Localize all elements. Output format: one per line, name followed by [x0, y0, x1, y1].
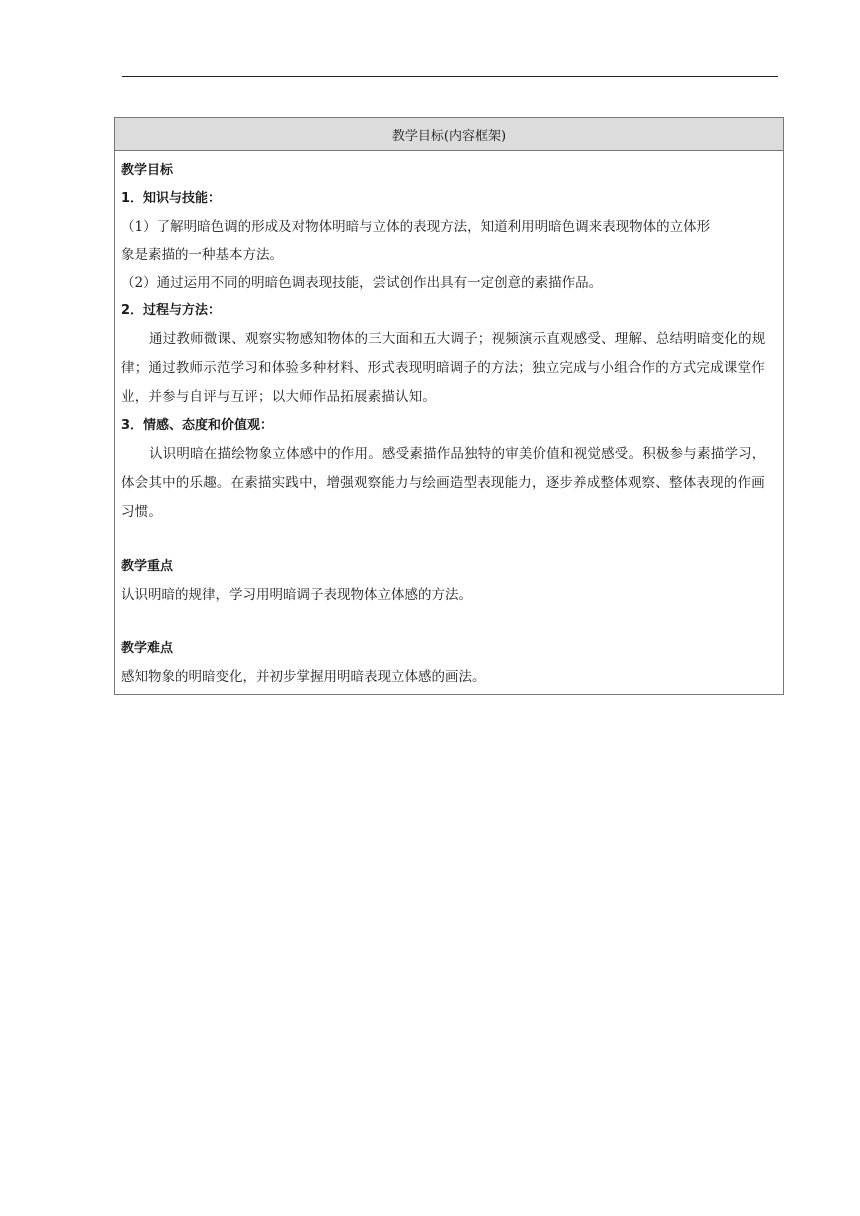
knowledge-item-1-line-1: （1）了解明暗色调的形成及对物体明暗与立体的表现方法，知道利用明暗色调来表现物体的立体形 [121, 219, 711, 235]
knowledge-heading: 1．知识与技能： [121, 191, 222, 206]
goals-heading: 教学目标 [121, 163, 174, 178]
table-header [115, 118, 783, 151]
spacer [121, 527, 777, 553]
table-header-title: 教学目标(内容框架) [391, 128, 507, 144]
objectives-table [114, 117, 784, 695]
emotion-paragraph: 认识明暗在描绘物象立体感中的作用。感受素描作品独特的审美价值和视觉感受。积极参与素描学习，体会其中的乐趣。在素描实践中，增强观察能力与绘画造型表现能力，逐步养成整体观察、整体表现的作画习惯。 [121, 446, 766, 520]
knowledge-item-2: （2）通过运用不同的明暗色调表现技能，尝试创作出具有一定创意的素描作品。 [121, 275, 603, 291]
table-body [115, 151, 783, 694]
difficulty-heading: 教学难点 [121, 641, 174, 656]
spacer [121, 609, 777, 635]
key-point-text: 认识明暗的规律，学习用明暗调子表现物体立体感的方法。 [121, 587, 472, 603]
key-point-heading: 教学重点 [121, 559, 174, 574]
difficulty-text: 感知物象的明暗变化，并初步掌握用明暗表现立体感的画法。 [121, 669, 486, 685]
page-header-rule [122, 76, 778, 77]
process-heading: 2．过程与方法： [121, 303, 222, 318]
knowledge-item-1-line-2: 象是素描的一种基本方法。 [121, 247, 283, 263]
process-paragraph: 通过教师微课、观察实物感知物体的三大面和五大调子；视频演示直观感受、理解、总结明暗变化的规律；通过教师示范学习和体验多种材料、形式表现明暗调子的方法；独立完成与小组合作的方式完成课堂作业，并参与自评与互评；以大师作品拓展素描认知。 [121, 331, 766, 405]
emotion-heading: 3．情感、态度和价值观： [121, 418, 274, 433]
